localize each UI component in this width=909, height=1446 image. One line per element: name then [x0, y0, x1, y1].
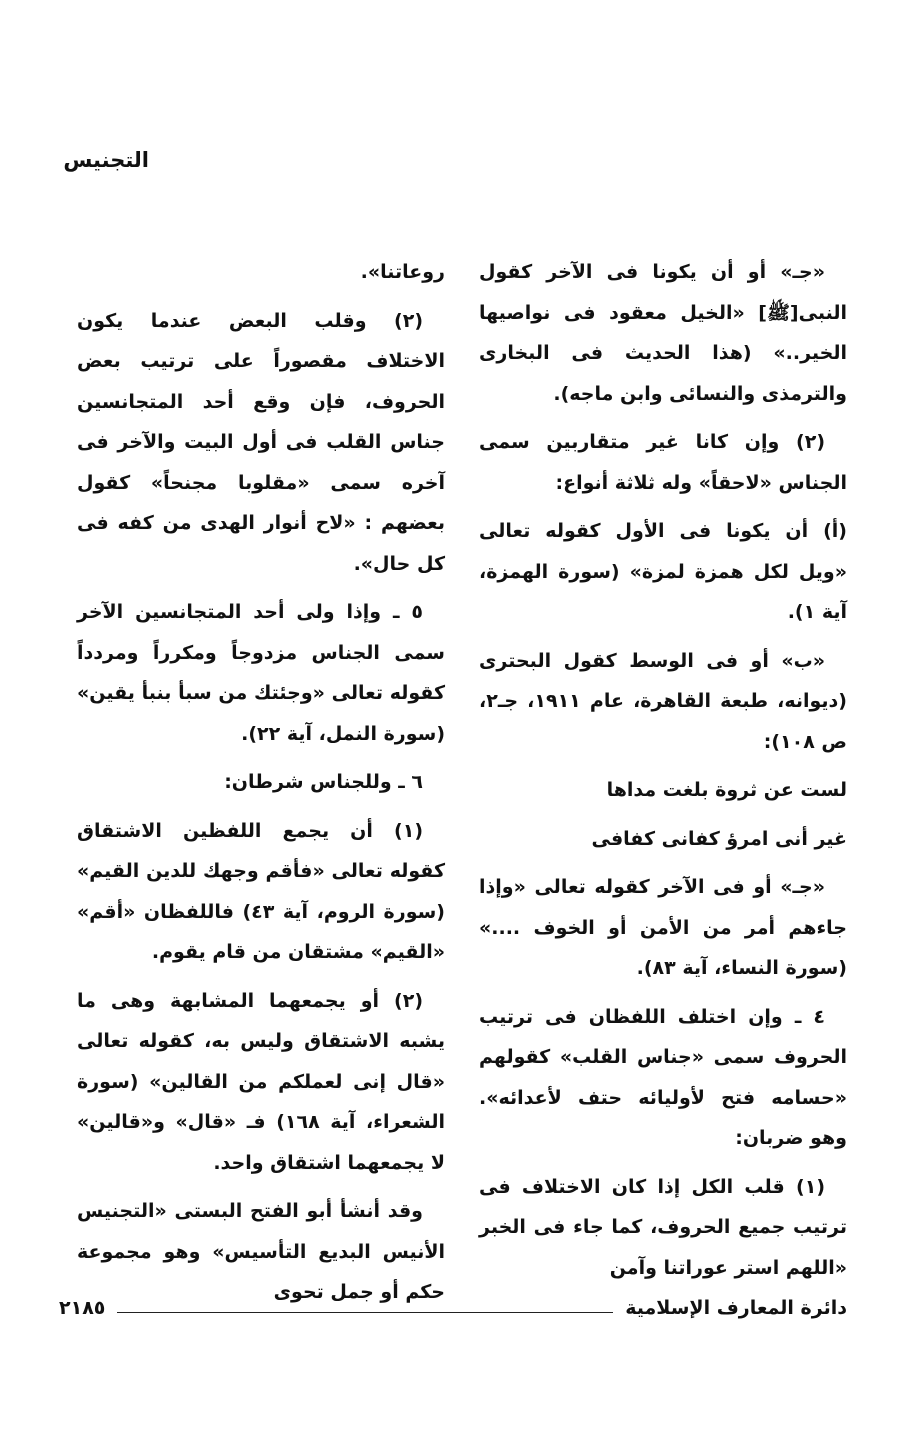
footer-rule [117, 1312, 613, 1313]
paragraph: (٢) أو يجمعهما المشابهة وهى ما يشبه الاشتقاق وليس به، كقوله تعالى «قال إنى لعملكم من القالين» (سورة الشعراء، آية ١٦٨) فـ «قال» و«قالين» لا يجمعهما اشتقاق واحد. [77, 989, 445, 1174]
left-text-column [77, 252, 445, 1321]
paragraph: (أ) أن يكونا فى الأول كقوله تعالى «ويل لكل همزة لمزة» (سورة الهمزة، آية ١). [479, 520, 847, 623]
paragraph: (١) قلب الكل إذا كان الاختلاف فى ترتيب جميع الحروف، كما جاء فى الخبر «اللهم استر عوراتنا وآمن [479, 1175, 847, 1279]
paragraph: ٥ ـ وإذا ولى أحد المتجانسين الآخر سمى الجناس مزدوجاً ومكرراً ومردداً كقوله تعالى «وجئتك من سبأ بنبأ يقين» (سورة النمل، آية ٢٢). [77, 601, 445, 745]
paragraph: «جـ» أو فى الآخر كقوله تعالى «وإذا جاءهم أمر من الأمن أو الخوف ....» (سورة النساء، آية ٨٣). [479, 876, 847, 979]
verse-line: غير أنى امرؤ كفانى كفافى [591, 827, 847, 850]
paragraph: ٦ ـ وللجناس شرطان: [224, 771, 423, 793]
page-number: ٢١٨٥ [59, 1297, 106, 1319]
journal-title: دائرة المعارف الإسلامية [625, 1297, 847, 1319]
paragraph: روعاتنا». [360, 261, 445, 283]
paragraph: وقد أنشأ أبو الفتح البستى «التجنيس الأنيس البديع التأسيس» وهو مجموعة حكم أو جمل تحوى [77, 1200, 445, 1303]
paragraph: ٤ ـ وإن اختلف اللفظان فى ترتيب الحروف سمى «جناس القلب» كقولهم «حسامه فتح لأوليائه حتف لأعدائه». وهو ضربان: [479, 1005, 847, 1149]
paragraph: (١) أن يجمع اللفظين الاشتقاق كقوله تعالى «فأقم وجهك للدين القيم» (سورة الروم، آية ٤٣) فاللفظان «أقم» «القيم» مشتقان من قام يقوم. [77, 819, 445, 963]
paragraph: (٢) وقلب البعض عندما يكون الاختلاف مقصوراً على ترتيب بعض الحروف، فإن وقع أحد المتجانسين جناس القلب فى أول البيت والآخر فى آخره سمى «مقلوبا مجنحاً» كقول بعضهم : «لاح أنوار الهدى من كفه فى كل حال». [77, 309, 445, 575]
verse-line: لست عن ثروة بلغت مداها [606, 779, 847, 801]
page-footer [59, 1288, 847, 1328]
right-text-column [479, 252, 847, 1296]
paragraph: «ب» أو فى الوسط كقول البحترى (ديوانه، طبعة القاهرة، عام ١٩١١، جـ٢، ص ١٠٨): [479, 649, 847, 753]
paragraph: «جـ» أو أن يكونا فى الآخر كقول النبى[ﷺ] «الخيل معقود فى نواصيها الخير..» (هذا الحديث فى البخارى والترمذى والنسائى وابن ماجه). [479, 261, 847, 405]
paragraph: (٢) وإن كانا غير متقاربين سمى الجناس «لاحقاً» وله ثلاثة أنواع: [479, 431, 847, 494]
running-title: التجنيس [63, 148, 149, 172]
